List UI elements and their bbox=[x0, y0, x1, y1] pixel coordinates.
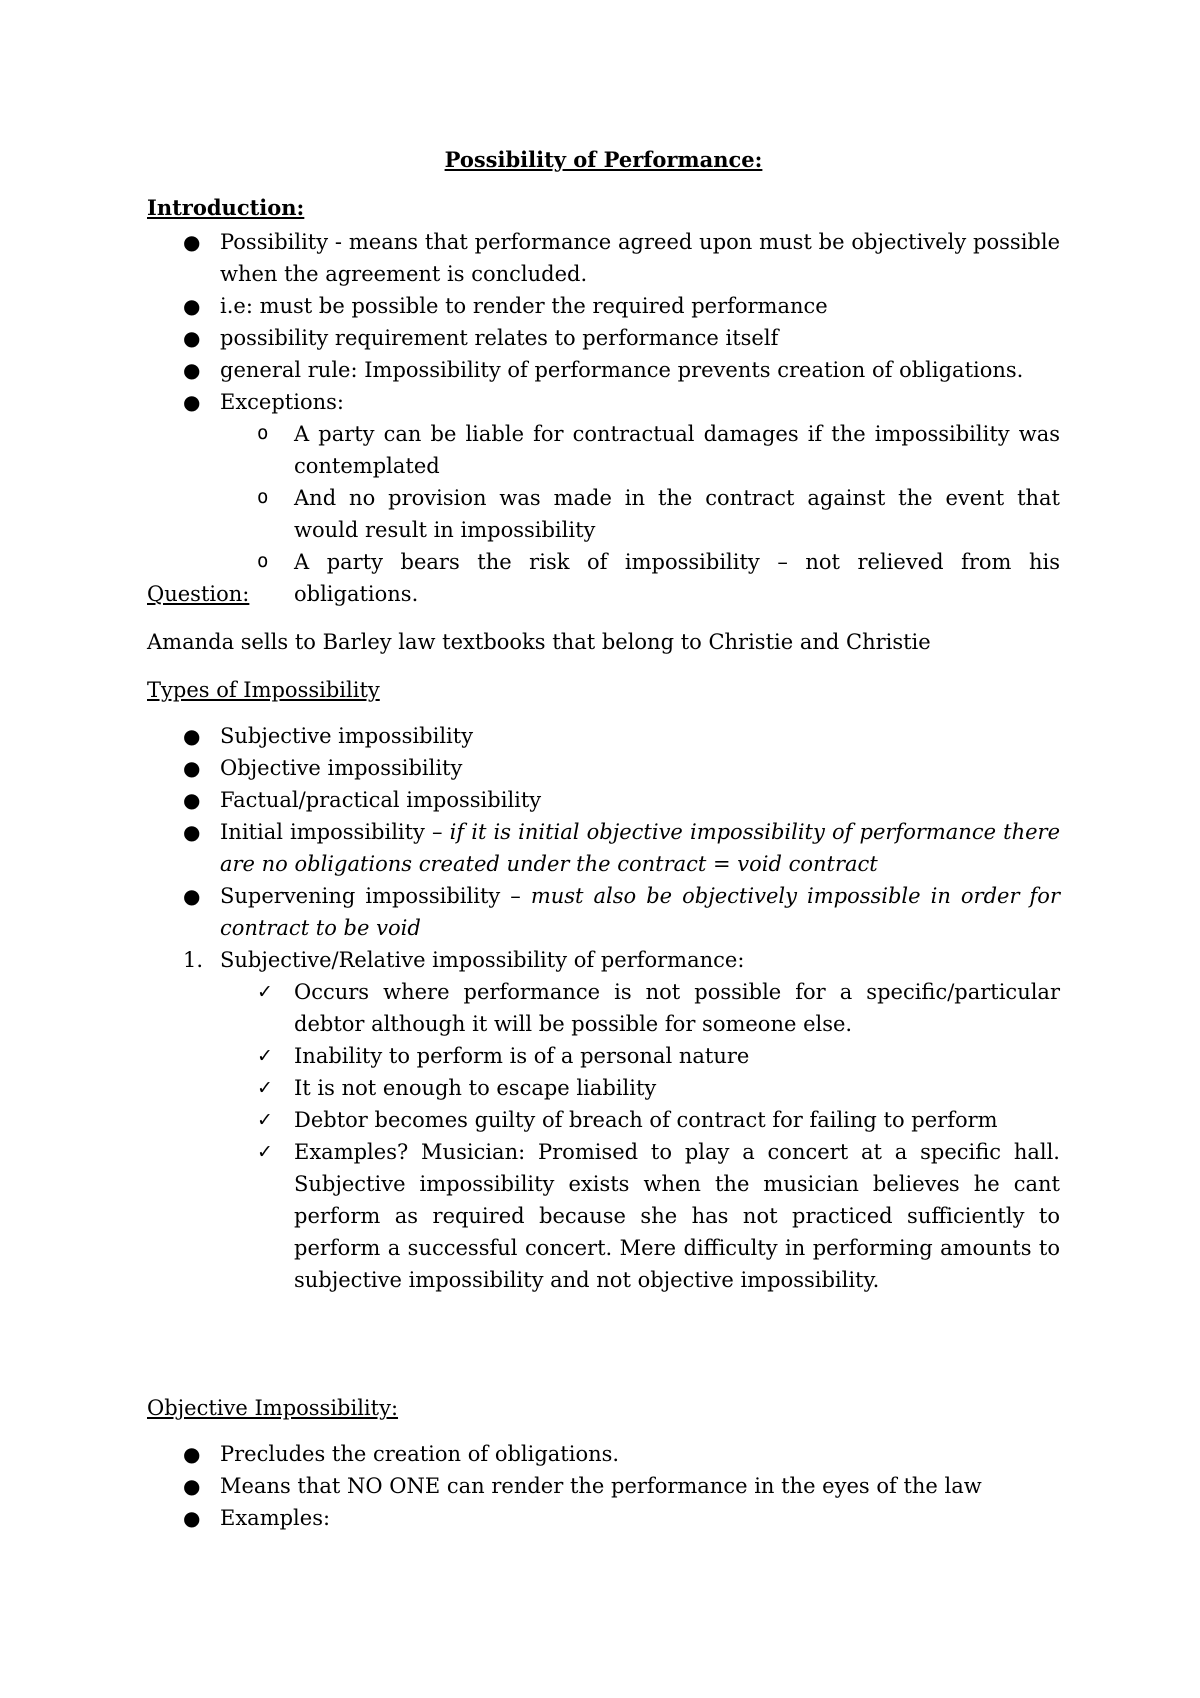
checkmark-icon: ✓ bbox=[257, 1045, 273, 1067]
checkmark-icon: ✓ bbox=[257, 1077, 273, 1099]
checkmark-icon: ✓ bbox=[257, 1141, 273, 1163]
list-number: 1. bbox=[183, 948, 204, 972]
list-item: ● Factual/practical impossibility bbox=[147, 784, 1060, 816]
bullet-icon: ● bbox=[183, 788, 201, 812]
bullet-icon: ● bbox=[183, 358, 201, 382]
sub-list-item: o And no provision was made in the contract against the event that would result in impossibility bbox=[147, 482, 1060, 546]
list-item: ● general rule: Impossibility of performance prevents creation of obligations. bbox=[147, 354, 1060, 386]
numbered-item: 1. Subjective/Relative impossibility of performance: bbox=[147, 944, 1060, 976]
introduction-list bbox=[147, 226, 1060, 610]
list-item: ● possibility requirement relates to performance itself bbox=[147, 322, 1060, 354]
bullet-icon: ● bbox=[183, 884, 201, 908]
bullet-icon: ● bbox=[183, 230, 201, 254]
introduction-heading: Introduction: bbox=[147, 195, 305, 220]
objective-heading: Objective Impossibility: bbox=[147, 1396, 399, 1420]
circle-bullet-icon: o bbox=[257, 422, 269, 444]
list-item: ● Examples: bbox=[147, 1502, 1060, 1534]
circle-bullet-icon: o bbox=[257, 550, 269, 572]
list-item: ● Subjective impossibility bbox=[147, 720, 1060, 752]
question-text: Amanda sells to Barley law textbooks that belong to Christie and Christie bbox=[147, 630, 931, 654]
types-list bbox=[147, 720, 1060, 1296]
list-item: ● Possibility - means that performance agreed upon must be objectively possible when the agreement is concluded. bbox=[147, 226, 1060, 290]
bullet-icon: ● bbox=[183, 326, 201, 350]
list-item: ● i.e: must be possible to render the required performance bbox=[147, 290, 1060, 322]
bullet-icon: ● bbox=[183, 294, 201, 318]
bullet-icon: ● bbox=[183, 1474, 201, 1498]
checkmark-icon: ✓ bbox=[257, 1109, 273, 1131]
sub-list-item: o A party bears the risk of impossibility – not relieved from his obligations. bbox=[147, 546, 1060, 610]
check-item: ✓ Debtor becomes guilty of breach of contract for failing to perform bbox=[147, 1104, 1060, 1136]
circle-bullet-icon: o bbox=[257, 486, 269, 508]
bullet-icon: ● bbox=[183, 756, 201, 780]
bullet-icon: ● bbox=[183, 724, 201, 748]
types-heading: Types of Impossibility bbox=[147, 678, 380, 702]
check-item: ✓ It is not enough to escape liability bbox=[147, 1072, 1060, 1104]
check-item: ✓ Occurs where performance is not possible for a specific/particular debtor although it will be possible for someone else. bbox=[147, 976, 1060, 1040]
page-title: Possibility of Performance: bbox=[444, 147, 763, 172]
list-item: ● Exceptions: bbox=[147, 386, 1060, 418]
list-item: ● Precludes the creation of obligations. bbox=[147, 1438, 1060, 1470]
check-item: ✓ Examples? Musician: Promised to play a concert at a specific hall. Subjective impossibility exists when the musician believes he cant perform as required because she has not practiced sufficiently to perform a successful concert. Mere difficulty in performing amounts to subjective impossibility and not objective impossibility. bbox=[147, 1136, 1060, 1296]
list-item: ● Initial impossibility – if it is initial objective impossibility of performance there are no obligations created under the contract = void contract bbox=[147, 816, 1060, 880]
list-item: ● Objective impossibility bbox=[147, 752, 1060, 784]
introduction-section bbox=[147, 194, 1060, 222]
bullet-icon: ● bbox=[183, 1506, 201, 1530]
sub-list-item: o A party can be liable for contractual damages if the impossibility was contemplated bbox=[147, 418, 1060, 482]
question-heading: Question: bbox=[147, 582, 250, 606]
check-item: ✓ Inability to perform is of a personal nature bbox=[147, 1040, 1060, 1072]
bullet-icon: ● bbox=[183, 1442, 201, 1466]
list-item: ● Means that NO ONE can render the performance in the eyes of the law bbox=[147, 1470, 1060, 1502]
bullet-icon: ● bbox=[183, 390, 201, 414]
bullet-icon: ● bbox=[183, 820, 201, 844]
list-item: ● Supervening impossibility – must also be objectively impossible in order for contract to be void bbox=[147, 880, 1060, 944]
objective-list bbox=[147, 1438, 1060, 1534]
checkmark-icon: ✓ bbox=[257, 981, 273, 1003]
